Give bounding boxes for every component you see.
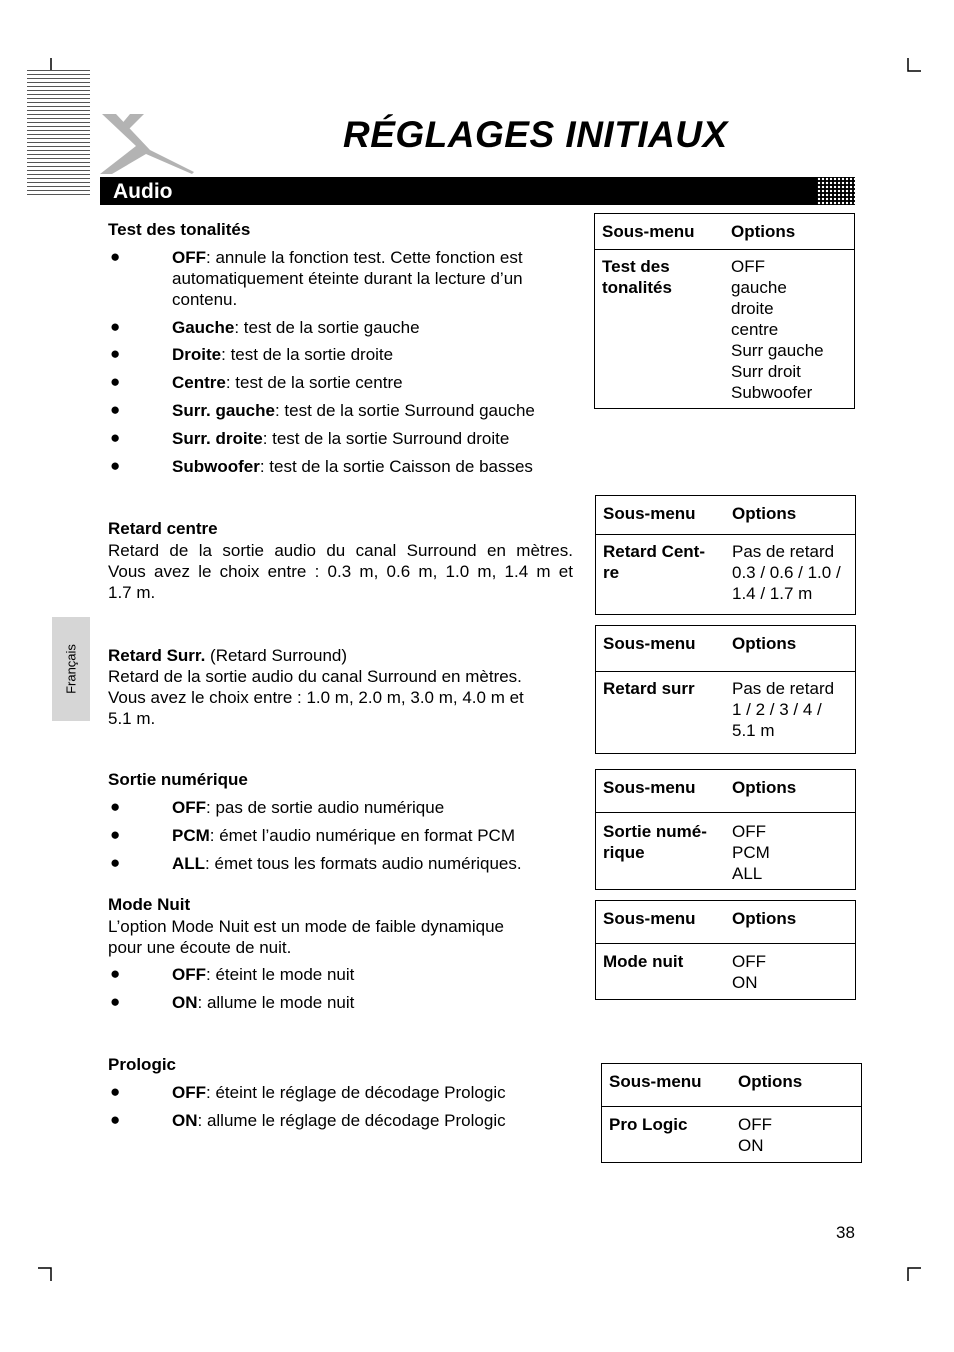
x-logo-icon	[96, 110, 196, 178]
col-sousmenu: Sous-menu	[603, 909, 696, 928]
submenu-name: Retard Cent-	[603, 542, 706, 561]
table-header	[595, 214, 854, 250]
heading-test: Test des tonalités	[108, 220, 251, 239]
options-table-test	[594, 213, 855, 409]
heading-term: Retard Surr.	[108, 646, 206, 665]
table-header	[596, 901, 855, 944]
bullet-icon: ●	[110, 797, 121, 816]
col-options: Options	[732, 778, 797, 797]
heading-sortie: Sortie numérique	[108, 770, 248, 789]
paragraph-line: 5.1 m.	[108, 709, 156, 728]
options-table-nuit	[595, 900, 856, 1000]
col-options: Options	[732, 909, 797, 928]
option-value: Surr droit	[731, 362, 801, 381]
heading-prologic: Prologic	[108, 1055, 177, 1074]
desc: : éteint le mode nuit	[206, 965, 355, 984]
option-value: 1 / 2 / 3 / 4 /	[732, 700, 822, 719]
heading-suffix: (Retard Surround)	[205, 646, 348, 665]
option-value: Surr gauche	[731, 341, 824, 360]
table-header	[596, 770, 855, 813]
language-label: Français	[63, 644, 79, 694]
term: OFF	[172, 1083, 206, 1102]
bullet-icon: ●	[110, 825, 121, 844]
option-value: ALL	[732, 864, 763, 883]
bullet-icon: ●	[110, 853, 121, 872]
bullet-icon: ●	[110, 317, 121, 336]
desc: : test de la sortie Caisson de basses	[259, 457, 533, 476]
term: Droite	[172, 345, 222, 364]
heading-retard-surr	[108, 645, 347, 666]
page-title: RÉGLAGES INITIAUX	[343, 114, 728, 155]
desc: : allume le mode nuit	[197, 993, 355, 1012]
col-options: Options	[731, 222, 796, 241]
paragraph-line: Vous avez le choix entre : 0.3 m, 0.6 m, 1.0 m, 1.4 m et	[108, 562, 573, 581]
heading-nuit: Mode Nuit	[108, 895, 191, 914]
option-value: Pas de retard	[732, 679, 835, 698]
col-options: Options	[732, 504, 797, 523]
option-value: 1.4 / 1.7 m	[732, 584, 813, 603]
table-header	[602, 1064, 861, 1107]
options-table-prologic	[601, 1063, 862, 1163]
crop-mark-bottom-right	[906, 1266, 922, 1282]
desc: : éteint le réglage de décodage Prologic	[206, 1083, 506, 1102]
bullet-icon: ●	[110, 372, 121, 391]
submenu-name: Pro Logic	[609, 1115, 688, 1134]
col-sousmenu: Sous-menu	[603, 504, 696, 523]
desc: : test de la sortie Surround gauche	[274, 401, 535, 420]
bar-dot-pattern	[817, 177, 855, 205]
option-value: PCM	[732, 843, 770, 862]
submenu-name: rique	[603, 843, 645, 862]
desc: : allume le réglage de décodage Prologic	[197, 1111, 506, 1130]
col-sousmenu: Sous-menu	[603, 634, 696, 653]
paragraph-line: Retard de la sortie audio du canal Surround en mètres.	[108, 667, 522, 686]
term: Centre	[172, 373, 226, 392]
paragraph-line: L’option Mode Nuit est un mode de faible dynamique	[108, 917, 504, 936]
decorative-stripes	[27, 70, 90, 198]
term: ON	[172, 1111, 198, 1130]
bullet-icon: ●	[110, 1082, 121, 1101]
submenu-name: tonalités	[602, 278, 672, 297]
term: Surr. droite	[172, 429, 263, 448]
submenu-name: Test des	[602, 257, 670, 276]
desc: : émet l’audio numérique en format PCM	[209, 826, 515, 845]
term: OFF	[172, 965, 206, 984]
submenu-name: Sortie numé-	[603, 822, 707, 841]
table-header	[596, 496, 855, 535]
heading-retard-centre: Retard centre	[108, 519, 218, 538]
desc: : pas de sortie audio numérique	[206, 798, 445, 817]
option-value: centre	[731, 320, 779, 339]
crop-mark-bottom-left	[38, 1266, 54, 1282]
desc: : test de la sortie Surround droite	[262, 429, 510, 448]
desc: : annule la fonction test. Cette fonction est automatiquement éteinte durant la lecture d’un contenu.	[172, 248, 523, 309]
language-tab	[52, 617, 90, 721]
paragraph-line: Retard de la sortie audio du canal Surround en mètres.	[108, 541, 573, 560]
paragraph-line: Vous avez le choix entre : 1.0 m, 2.0 m, 3.0 m, 4.0 m et	[108, 688, 524, 707]
submenu-name: Retard surr	[603, 679, 695, 698]
option-value: ON	[738, 1136, 764, 1155]
bullet-icon: ●	[110, 992, 121, 1011]
term: OFF	[172, 798, 206, 817]
desc: : émet tous les formats audio numériques.	[205, 854, 522, 873]
term: ALL	[172, 854, 206, 873]
paragraph-line: 1.7 m.	[108, 583, 156, 602]
bullet-icon: ●	[110, 428, 121, 447]
options-table-retard-surr	[595, 625, 856, 754]
bullet-icon: ●	[110, 964, 121, 983]
term: PCM	[172, 826, 210, 845]
option-value: gauche	[731, 278, 787, 297]
crop-mark-top-right	[906, 58, 922, 74]
options-table-retard-centre	[595, 495, 856, 615]
option-value: 0.3 / 0.6 / 1.0 /	[732, 563, 841, 582]
submenu-name: re	[603, 563, 620, 582]
paragraph-line: pour une écoute de nuit.	[108, 938, 292, 957]
bullet-icon: ●	[110, 247, 121, 266]
term: ON	[172, 993, 198, 1012]
bullet-icon: ●	[110, 1110, 121, 1129]
bullet-icon: ●	[110, 400, 121, 419]
section-bar	[100, 177, 855, 205]
desc: : test de la sortie gauche	[234, 318, 420, 337]
table-header	[596, 626, 855, 672]
option-value: droite	[731, 299, 774, 318]
option-value: ON	[732, 973, 758, 992]
option-value: OFF	[732, 822, 766, 841]
option-value: OFF	[731, 257, 765, 276]
desc: : test de la sortie centre	[225, 373, 403, 392]
section-label: Audio	[113, 180, 173, 203]
option-value: Subwoofer	[731, 383, 813, 402]
option-value: Pas de retard	[732, 542, 835, 561]
submenu-name: Mode nuit	[603, 952, 684, 971]
term: Subwoofer	[172, 457, 260, 476]
col-sousmenu: Sous-menu	[602, 222, 695, 241]
list-item	[108, 247, 578, 311]
col-options: Options	[738, 1072, 803, 1091]
option-value: OFF	[738, 1115, 772, 1134]
bullet-icon: ●	[110, 456, 121, 475]
col-options: Options	[732, 634, 797, 653]
col-sousmenu: Sous-menu	[609, 1072, 702, 1091]
term: OFF	[172, 248, 206, 267]
bullet-icon: ●	[110, 344, 121, 363]
col-sousmenu: Sous-menu	[603, 778, 696, 797]
page-number: 38	[836, 1223, 855, 1242]
term: Gauche	[172, 318, 235, 337]
option-value: OFF	[732, 952, 766, 971]
term: Surr. gauche	[172, 401, 275, 420]
options-table-sortie	[595, 769, 856, 890]
desc: : test de la sortie droite	[221, 345, 394, 364]
option-value: 5.1 m	[732, 721, 775, 740]
